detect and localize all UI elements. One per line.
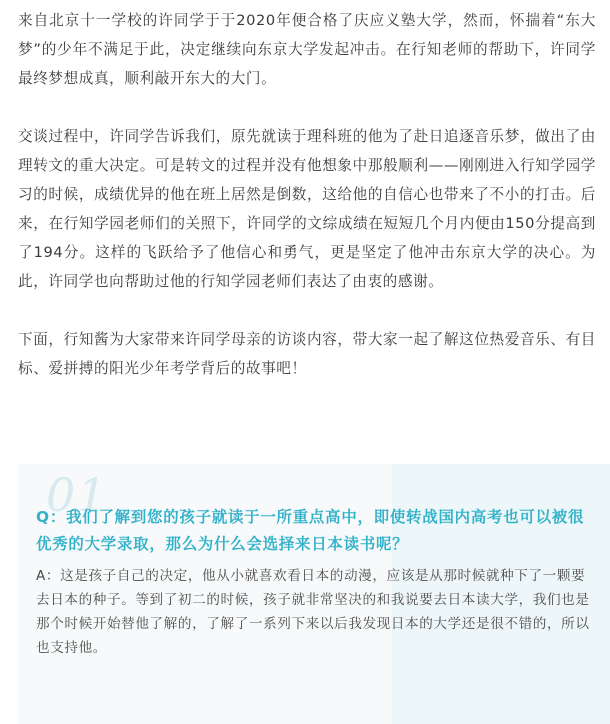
qa-question: Q：我们了解到您的孩子就读于一所重点高中，即使转战国内高考也可以被很优秀的大学录取，那么为什么会选择来日本读书呢？ [36, 508, 585, 553]
article-body [18, 6, 596, 383]
qa-number-watermark: 01 [46, 468, 109, 522]
qa-card [18, 464, 610, 724]
paragraph-interview-lead: 下面，行知酱为大家带来许同学母亲的访谈内容，带大家一起了解这位热爱音乐、有目标、爱拼搏的阳光少年考学背后的故事吧！ [18, 331, 596, 377]
paragraph-intro: 来自北京十一学校的许同学于于2020年便合格了庆应义塾大学，然而，怀揣着“东大梦”的少年不满足于此，决定继续向东京大学发起冲击。在行知老师的帮助下，许同学最终梦想成真，顺利敲开东大的大门。 [18, 12, 596, 87]
paragraph-conversation: 交谈过程中，许同学告诉我们，原先就读于理科班的他为了赴日追逐音乐梦，做出了由理转文的重大决定。可是转文的过程并没有他想象中那般顺利——刚刚进入行知学园学习的时候，成绩优异的他在班上居然是倒数，这给他的自信心也带来了不小的打击。后来，在行知学园老师们的关照下，许同学的文综成绩在短短几个月内便由150分提高到了194分。这样的飞跃给予了他信心和勇气，更是坚定了他冲击东京大学的决心。为此，许同学也向帮助过他的行知学园老师们表达了由衷的感谢。 [18, 128, 596, 290]
qa-answer: A：这是孩子自己的决定，他从小就喜欢看日本的动漫，应该是从那时候就种下了一颗要去日本的种子。等到了初二的时候，孩子就非常坚决的和我说要去日本读大学，我们也是那个时候开始替他了解的，了解了一系列下来以后我发现日本的大学还是很不错的，所以也支持他。 [36, 568, 590, 656]
